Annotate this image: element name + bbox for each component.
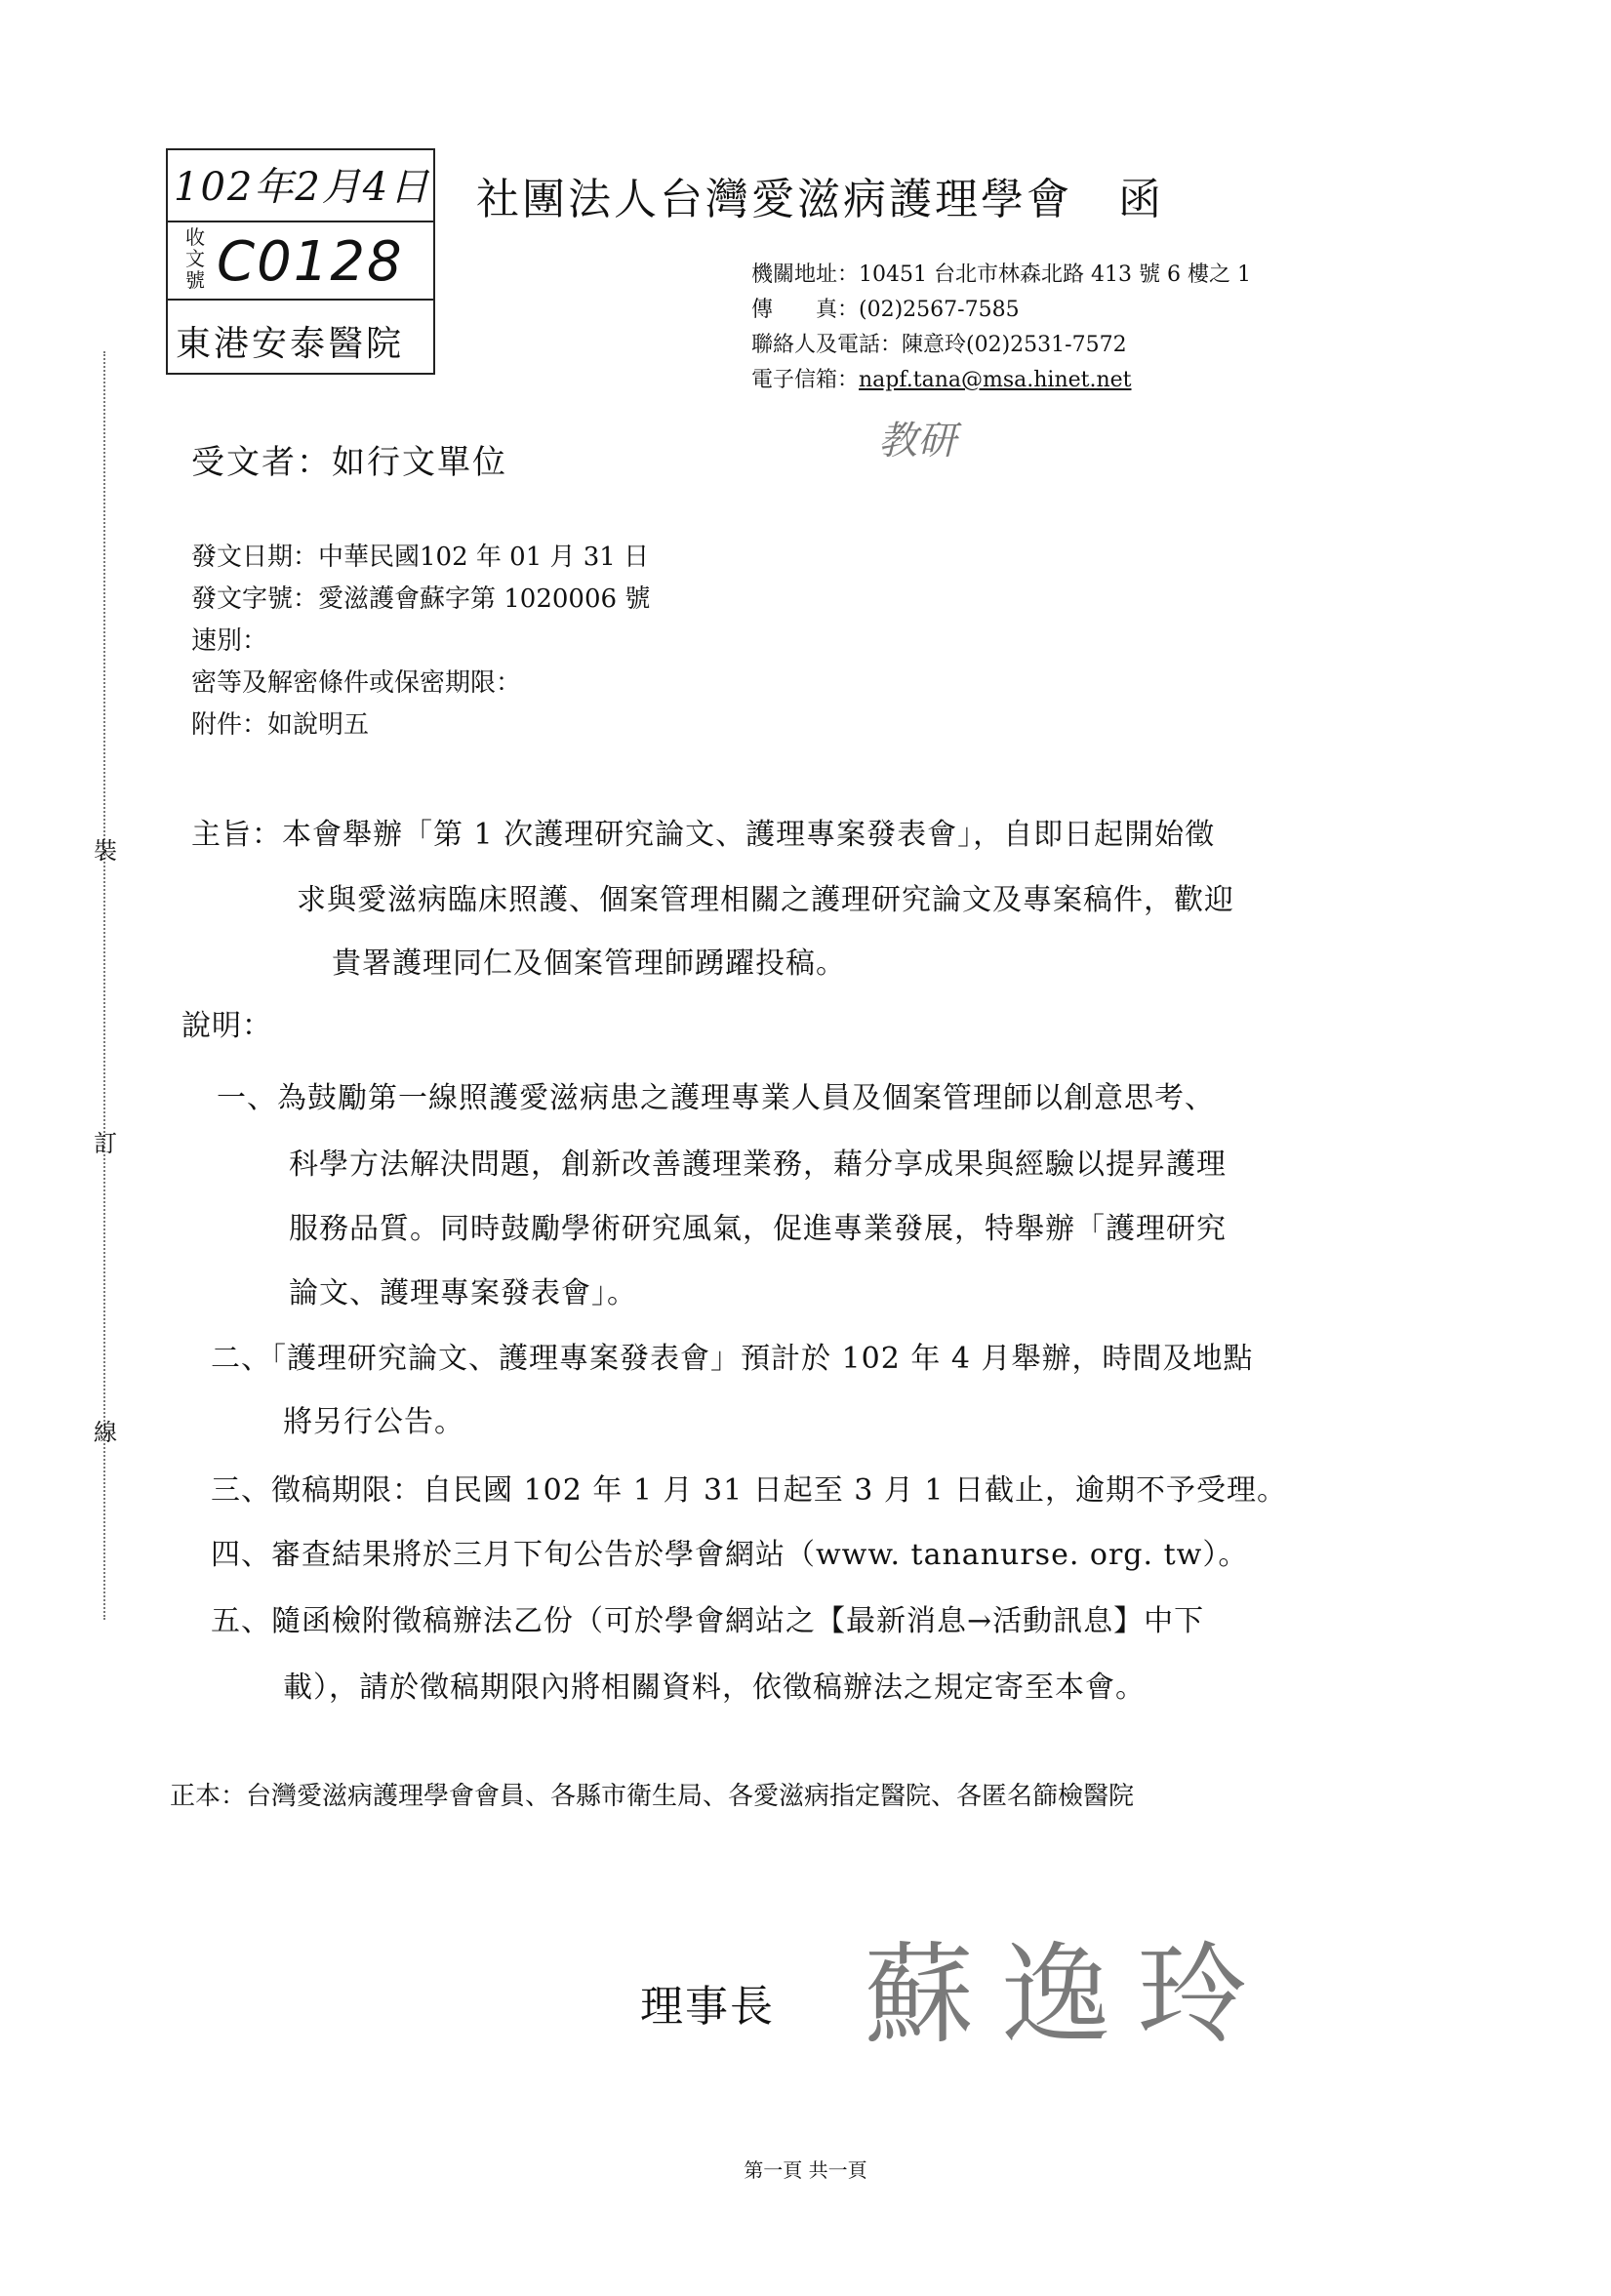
org-title: 社團法人台灣愛滋病護理學會 函 [476,175,1164,224]
document-meta [191,537,650,746]
item-5-line-2: 載），請於徵稿期限內將相關資料，依徵稿辦法之規定寄至本會。 [283,1671,1146,1705]
handwritten-note: 教研 [878,419,956,463]
binding-mark-zhuang: 裝 [94,837,117,865]
signer-title: 理事長 [640,1982,775,2032]
item-2-line-1: 二、「護理研究論文、護理專案發表會」預計於 102 年 4 月舉辦，時間及地點 [211,1342,1254,1376]
document-number: 發文字號：愛滋護會蘇字第 1020006 號 [191,584,651,614]
email-label: 電子信箱： [751,368,860,392]
binding-mark-ding: 訂 [94,1130,117,1157]
item-1-line-1: 一、為鼓勵第一線照護愛滋病患之護理專業人員及個案管理師以創意思考、 [217,1081,1215,1115]
stamp-receipt-label: 收文號 [185,225,205,292]
contact-block [751,258,1251,398]
fax-label: 傳 真： [751,298,860,322]
subject-line-2: 求與愛滋病臨床照護、個案管理相關之護理研究論文及專案稿件，歡迎 [297,883,1234,917]
stamp-date: 102年2月4日 [174,165,431,210]
explanation-label: 說明： [181,1009,272,1043]
receipt-stamp [166,148,435,375]
binding-mark-xian: 線 [94,1419,117,1446]
item-4-line-1: 四、審查結果將於三月下旬公告於學會網站（www. tananurse. org. tw）。 [211,1538,1249,1572]
fax: (02)2567-7585 [859,298,1020,322]
item-1-line-3: 服務品質。同時鼓勵學術研究風氣，促進專業發展，特舉辦「護理研究 [289,1212,1227,1246]
recipient: 受文者：如行文單位 [191,443,507,482]
secrecy: 密等及解密條件或保密期限： [191,668,522,698]
stamp-hospital: 東港安泰醫院 [176,324,405,364]
issue-date: 發文日期：中華民國102 年 01 月 31 日 [191,543,650,572]
person-label: 聯絡人及電話： [751,333,903,357]
address-label: 機關地址： [751,262,860,287]
speed: 速別： [191,626,268,656]
contact-person: 陳意玲(02)2531-7572 [902,333,1127,357]
item-2-line-2: 將另行公告。 [283,1405,464,1439]
carbon-copy: 正本：台灣愛滋病護理學會會員、各縣市衛生局、各愛滋病指定醫院、各匿名篩檢醫院 [170,1782,1135,1811]
email-link[interactable]: napf.tana@msa.hinet.net [859,368,1132,392]
item-3-line-1: 三、徵稿期限：自民國 102 年 1 月 31 日起至 3 月 1 日截止，逾期不予受理。 [211,1473,1288,1508]
stamp-receipt-no: C0128 [217,230,404,294]
item-1-line-4: 論文、護理專案發表會」。 [289,1276,637,1310]
subject-line-1: 主旨：本會舉辦「第 1 次護理研究論文、護理專案發表會」，自即日起開始徵 [191,818,1216,852]
subject-line-3: 貴署護理同仁及個案管理師踴躍投稿。 [332,947,846,981]
address: 10451 台北市林森北路 413 號 6 樓之 1 [859,262,1251,287]
signature-stamp [859,1917,1327,2064]
attachment: 附件：如說明五 [191,710,370,740]
item-5-line-1: 五、隨函檢附徵稿辦法乙份（可於學會網站之【最新消息→活動訊息】中下 [211,1604,1205,1638]
page-footer: 第一頁 共一頁 [744,2158,867,2182]
item-1-line-2: 科學方法解決問題，創新改善護理業務，藉分享成果與經驗以提昇護理 [289,1148,1227,1182]
signature-text: 蘇逸玲 [865,1932,1274,2059]
